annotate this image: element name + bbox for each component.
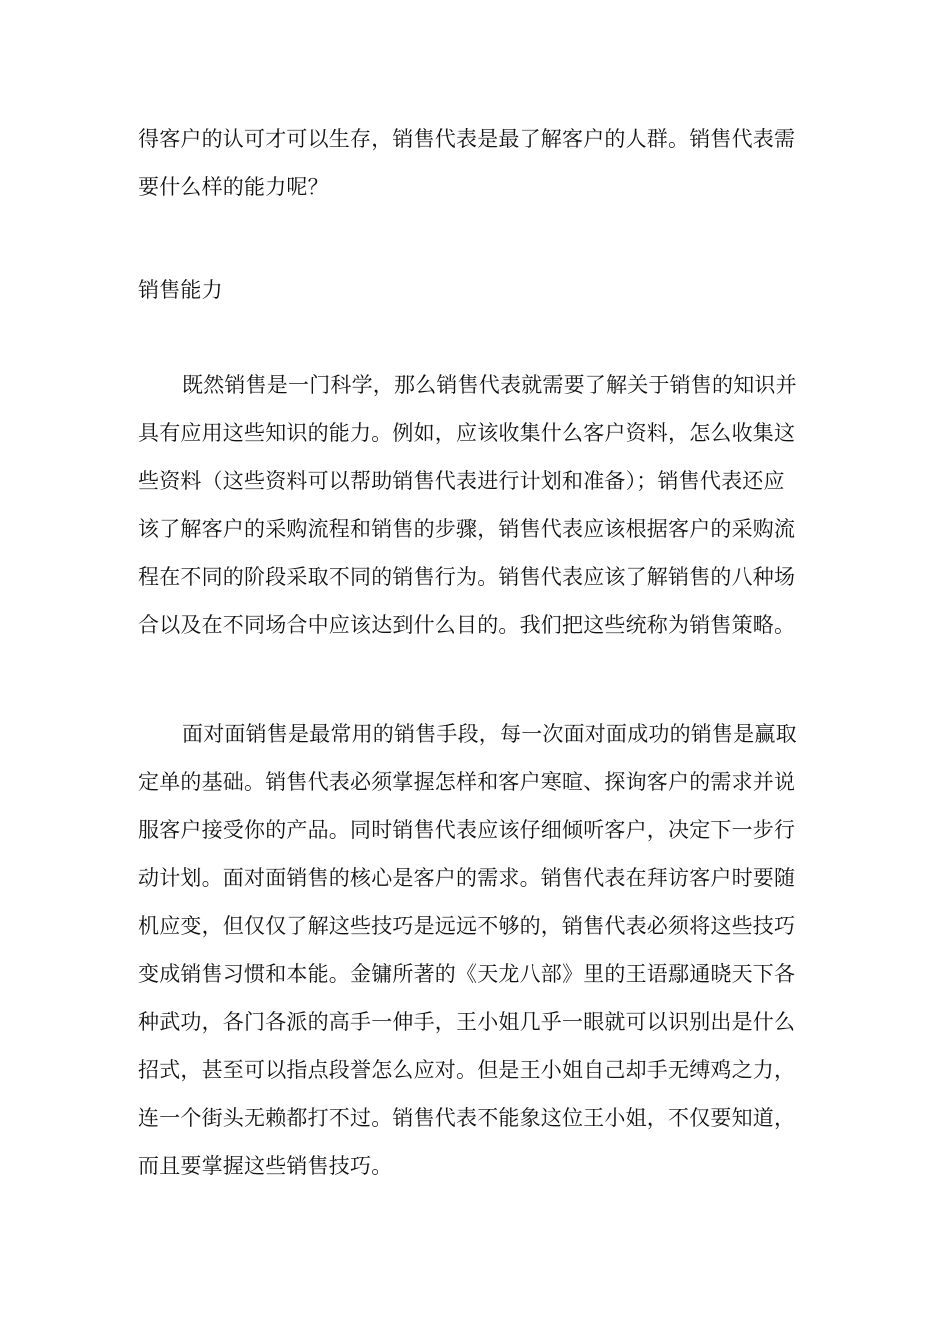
paragraph-face-to-face-sales: [138, 710, 818, 1190]
text-line: 面对面销售是最常用的销售手段，每一次面对面成功的销售是赢取: [182, 722, 797, 746]
text-line: 具有应用这些知识的能力。例如，应该收集什么客户资料，怎么收集这: [138, 421, 796, 445]
text-line: 程在不同的阶段采取不同的销售行为。销售代表应该了解销售的八种场: [138, 565, 796, 589]
paragraph-sales-strategy: [138, 361, 818, 649]
text-line: 招式，甚至可以指点段誉怎么应对。但是王小姐自己却手无缚鸡之力，: [138, 1058, 796, 1082]
text-line: 而且要掌握这些销售技巧。: [138, 1154, 393, 1178]
text-line: 些资料（这些资料可以帮助销售代表进行计划和准备）；销售代表还应: [138, 469, 785, 493]
text-line: 该了解客户的采购流程和销售的步骤，销售代表应该根据客户的采购流: [138, 517, 796, 541]
text-line: 合以及在不同场合中应该达到什么目的。我们把这些统称为销售策略。: [138, 613, 796, 637]
text-line: 连一个街头无赖都打不过。销售代表不能象这位王小姐，不仅要知道，: [138, 1106, 796, 1130]
text-line: 动计划。面对面销售的核心是客户的需求。销售代表在拜访客户时要随: [138, 866, 796, 890]
text-line: 服客户接受你的产品。同时销售代表应该仔细倾听客户，决定下一步行: [138, 818, 796, 842]
text-line: 要什么样的能力呢？: [138, 175, 329, 199]
text-line: 定单的基础。销售代表必须掌握怎样和客户寒暄、探询客户的需求并说: [138, 770, 796, 794]
text-line: 变成销售习惯和本能。金镛所著的《天龙八部》里的王语鄢通晓天下各: [138, 962, 796, 986]
text-line: 得客户的认可才可以生存，销售代表是最了解客户的人群。销售代表需: [138, 127, 796, 151]
text-line: 机应变，但仅仅了解这些技巧是远远不够的，销售代表必须将这些技巧: [138, 914, 796, 938]
text-line: 种武功，各门各派的高手一伸手，王小姐几乎一眼就可以识别出是什么: [138, 1010, 796, 1034]
text-line: 既然销售是一门科学，那么销售代表就需要了解关于销售的知识并: [182, 373, 797, 397]
intro-paragraph: [138, 115, 818, 211]
section-heading-text: 销售能力: [138, 278, 223, 302]
section-heading: [138, 266, 818, 314]
